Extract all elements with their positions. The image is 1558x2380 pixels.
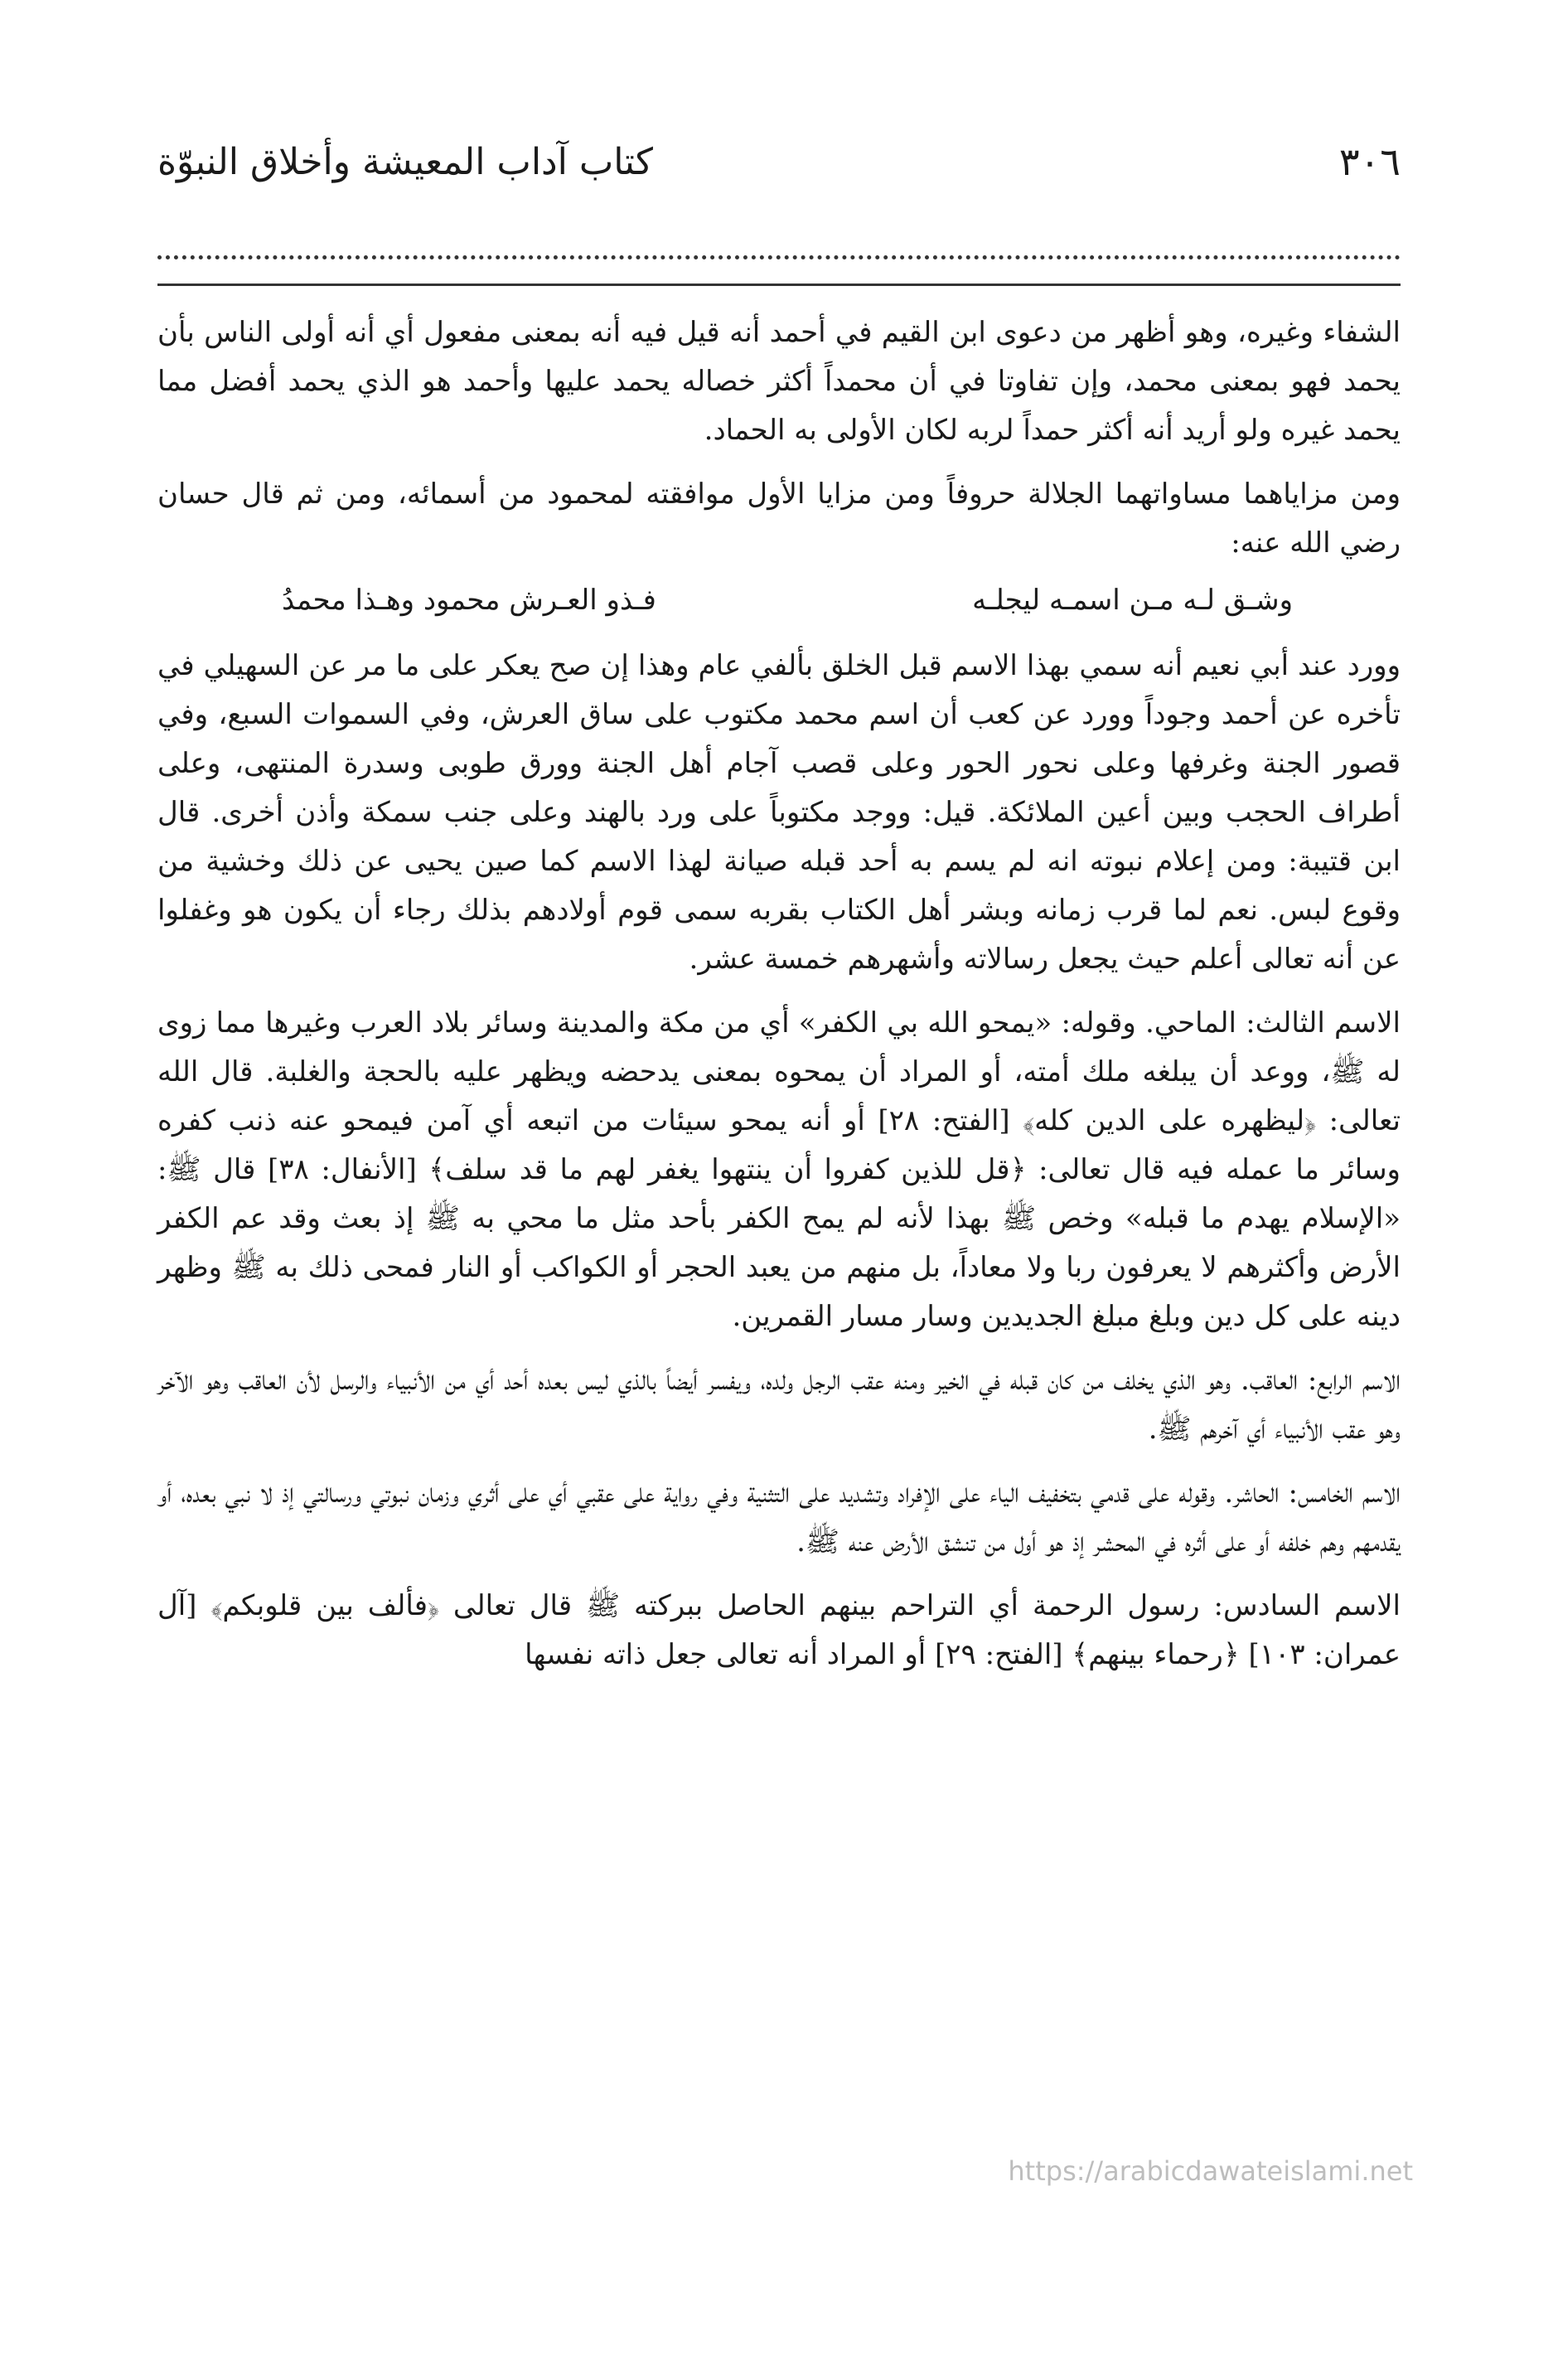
paragraph: الاسم الثالث: الماحي. وقوله: «يمحو الله بي الكفر» أي من مكة والمدينة وسائر بلاد العرب وغيرها مما زوى له ﷺ، ووعد أن يبلغه ملك أمته، أو المراد أن يمحوه بمعنى يدحضه ويظهر عليه بالحجة والغلبة. قال الله تعالى: ﴿ليظهره على الدين كله﴾ [الفتح: ٢٨] أو أنه يمحو سيئات من اتبعه أي آمن فيمحو عنه ذنب كفره وسائر ما عمله فيه قال تعالى: ﴿قل للذين كفروا أن ينتهوا يغفر لهم ما قد سلف﴾ [الأنفال: ٣٨] قال ﷺ: «الإسلام يهدم ما قبله» وخص ﷺ بهذا لأنه لم يمح الكفر بأحد مثل ما محي به ﷺ إذ بعث وقد عم الكفر الأرض وأكثرهم لا يعرفون ربا ولا معاداً، بل منهم من يعبد الحجر أو الكواكب أو النار فمحى ذلك به ﷺ وظهر دينه على كل دين وبلغ مبلغ الجديدين وسار مسار القمرين. [157,1006,1401,1333]
paragraph: وورد عند أبي نعيم أنه سمي بهذا الاسم قبل الخلق بألفي عام وهذا إن صح يعكر على ما مر عن السهيلي في تأخره عن أحمد وجوداً وورد عن كعب أن اسم محمد مكتوب على ساق العرش، وفي السموات السبع، وفي قصور الجنة وغرفها وعلى نحور الحور وعلى قصب آجام أهل الجنة وورق طوبى وسدرة المنتهى، وعلى أطراف الحجب وبين أعين الملائكة. قيل: ووجد مكتوباً على ورد بالهند وعلى جنب سمكة وأذن أخرى. قال ابن قتيبة: ومن إعلام نبوته انه لم يسم به أحد قبله صيانة لهذا الاسم كما صين يحيى عن ذلك وخشية من وقوع لبس. نعم لما قرب زمانه وبشر أهل الكتاب بقربه سمى قوم أولادهم بذلك رجاء أن يكون هو وغفلوا عن أنه تعالى أعلم حيث يجعل رسالاته وأشهرهم خمسة عشر. [157,649,1401,976]
header-divider [157,284,1401,286]
page-header [157,124,1401,199]
verse-first-hemistich: وشـق لـه مـن اسمـه ليجلـه [972,584,1293,617]
body-text [157,308,1401,2239]
paragraph: ومن مزاياهما مساواتهما الجلالة حروفاً ومن مزايا الأول موافقته لمحمود من أسمائه، ومن ثم قال حسان رضي الله عنه: [157,477,1401,560]
paragraph: الاسم السادس: رسول الرحمة أي التراحم بينهم الحاصل ببركته ﷺ قال تعالى ﴿فألف بين قلوبكم﴾ [آل عمران: ١٠٣] ﴿رحماء بينهم﴾ [الفتح: ٢٩] أو المراد أنه تعالى جعل ذاته نفسها [157,1589,1401,1671]
poetry-verse [157,576,1401,625]
paragraph: الشفاء وغيره، وهو أظهر من دعوى ابن القيم في أحمد أنه قيل فيه أنه بمعنى مفعول أي أنه أولى الناس بأن يحمد فهو بمعنى محمد، وإن تفاوتا في أن محمداً أكثر خصاله يحمد عليها وأحمد هو الذي يحمد أفضل مما يحمد غيره ولو أريد أنه أكثر حمداً لربه لكان الأولى به الحماد. [157,316,1401,447]
paragraph: الاسم الخامس: الحاشر. وقوله على قدمي بتخفيف الياء على الإفراد وتشديد على التثنية وفي رواية على عقبي أي على أثري وزمان نبوتي ورسالتي إذ لا نبي بعده، أو يقدمهم وهم خلفه أو على أثره في المحشر إذ هو أول من تنشق الأرض عنه ﷺ. [157,1476,1401,1558]
running-title: كتاب آداب المعيشة وأخلاق النبوّة [157,140,653,183]
page-number: ٣٠٦ [1338,139,1401,184]
watermark-url: https://arabicdawateislami.net [1008,2155,1413,2187]
dotted-divider [157,255,1401,259]
verse-second-hemistich: فـذو العـرش محمود وهـذا محمدُ [282,584,656,617]
paragraph: الاسم الرابع: العاقب. وهو الذي يخلف من كان قبله في الخير ومنه عقب الرجل ولده، ويفسر أيضاً بالذي ليس بعده أحد أي من الأنبياء والرسل لأن العاقب وهو الآخر وهو عقب الأنبياء أي آخرهم ﷺ. [157,1364,1401,1446]
